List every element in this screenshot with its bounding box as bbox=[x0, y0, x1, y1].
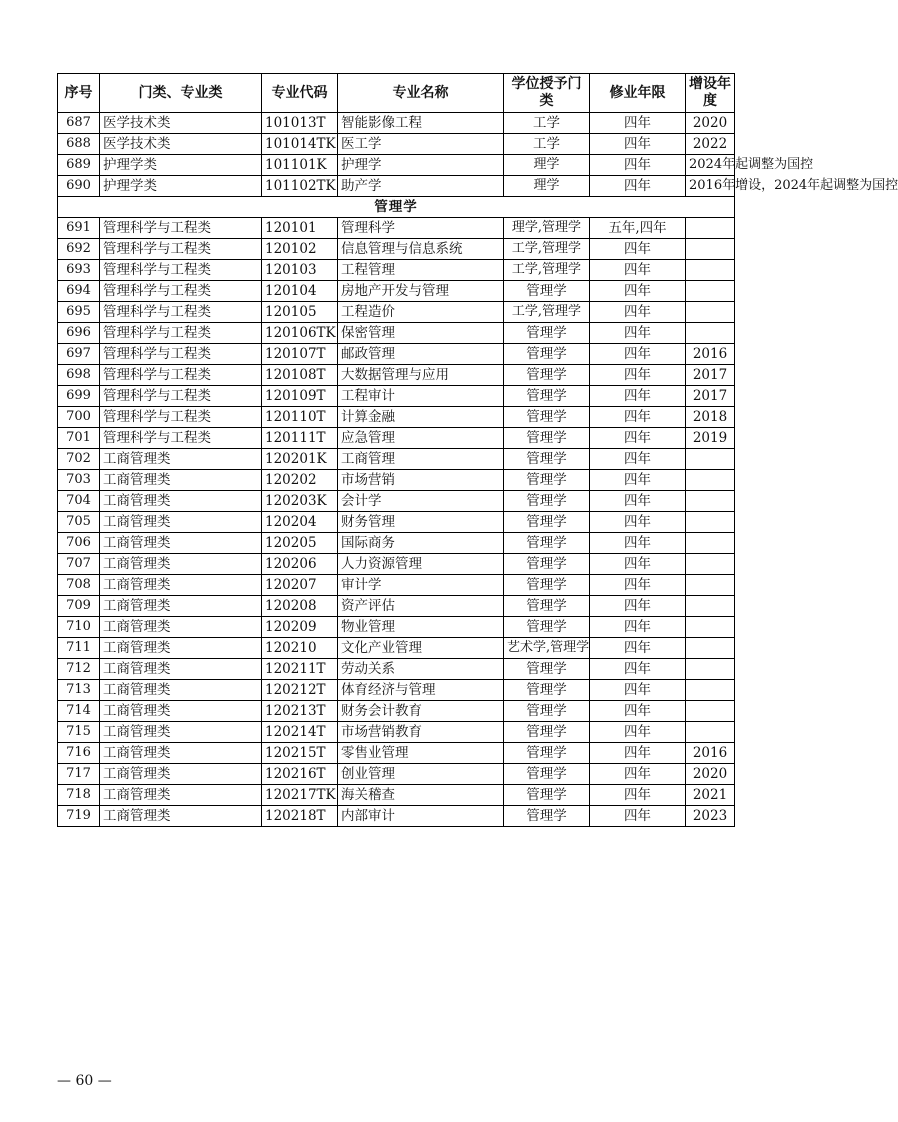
cell-major-name: 管理科学 bbox=[338, 218, 504, 239]
cell-year-added: 2020 bbox=[686, 764, 735, 785]
header-index: 序号 bbox=[58, 74, 100, 113]
cell-category: 工商管理类 bbox=[100, 449, 262, 470]
cell-degree: 管理学 bbox=[504, 785, 590, 806]
cell-category: 工商管理类 bbox=[100, 638, 262, 659]
cell-code: 101014TK bbox=[262, 134, 338, 155]
cell-duration: 四年 bbox=[590, 365, 686, 386]
header-duration: 修业年限 bbox=[590, 74, 686, 113]
cell-degree: 工学,管理学 bbox=[504, 239, 590, 260]
cell-degree: 管理学 bbox=[504, 491, 590, 512]
cell-category: 管理科学与工程类 bbox=[100, 407, 262, 428]
cell-major-name: 计算金融 bbox=[338, 407, 504, 428]
cell-category: 管理科学与工程类 bbox=[100, 428, 262, 449]
cell-degree: 管理学 bbox=[504, 512, 590, 533]
cell-category: 工商管理类 bbox=[100, 596, 262, 617]
cell-code: 120109T bbox=[262, 386, 338, 407]
cell-year-added bbox=[686, 701, 735, 722]
majors-table bbox=[57, 73, 898, 827]
cell-category: 工商管理类 bbox=[100, 470, 262, 491]
cell-duration: 四年 bbox=[590, 470, 686, 491]
cell-index: 689 bbox=[58, 155, 100, 176]
cell-duration: 四年 bbox=[590, 113, 686, 134]
cell-code: 120208 bbox=[262, 596, 338, 617]
cell-code: 120106TK bbox=[262, 323, 338, 344]
cell-index: 717 bbox=[58, 764, 100, 785]
cell-year-added: 2017 bbox=[686, 386, 735, 407]
cell-category: 工商管理类 bbox=[100, 554, 262, 575]
cell-year-added: 2018 bbox=[686, 407, 735, 428]
cell-major-name: 会计学 bbox=[338, 491, 504, 512]
cell-code: 120103 bbox=[262, 260, 338, 281]
cell-code: 120108T bbox=[262, 365, 338, 386]
cell-index: 707 bbox=[58, 554, 100, 575]
cell-major-name: 劳动关系 bbox=[338, 659, 504, 680]
table-row bbox=[58, 134, 735, 155]
cell-index: 705 bbox=[58, 512, 100, 533]
table-row bbox=[58, 428, 735, 449]
cell-year-added bbox=[686, 596, 735, 617]
table-row bbox=[58, 512, 735, 533]
cell-degree: 工学,管理学 bbox=[504, 302, 590, 323]
table-row bbox=[58, 407, 735, 428]
cell-degree: 管理学 bbox=[504, 575, 590, 596]
cell-major-name: 创业管理 bbox=[338, 764, 504, 785]
table-row bbox=[58, 701, 735, 722]
cell-index: 702 bbox=[58, 449, 100, 470]
cell-code: 120102 bbox=[262, 239, 338, 260]
cell-degree: 管理学 bbox=[504, 722, 590, 743]
cell-index: 688 bbox=[58, 134, 100, 155]
cell-category: 工商管理类 bbox=[100, 680, 262, 701]
cell-category: 工商管理类 bbox=[100, 617, 262, 638]
cell-code: 120212T bbox=[262, 680, 338, 701]
cell-code: 120105 bbox=[262, 302, 338, 323]
cell-duration: 四年 bbox=[590, 638, 686, 659]
cell-code: 120107T bbox=[262, 344, 338, 365]
cell-duration: 四年 bbox=[590, 134, 686, 155]
cell-year-added: 2021 bbox=[686, 785, 735, 806]
table-row bbox=[58, 554, 735, 575]
cell-duration: 四年 bbox=[590, 344, 686, 365]
cell-index: 695 bbox=[58, 302, 100, 323]
header-major-name: 专业名称 bbox=[338, 74, 504, 113]
cell-major-name: 人力资源管理 bbox=[338, 554, 504, 575]
cell-degree: 管理学 bbox=[504, 743, 590, 764]
cell-category: 管理科学与工程类 bbox=[100, 386, 262, 407]
table-row bbox=[58, 302, 735, 323]
cell-year-added bbox=[686, 575, 735, 596]
page-number: — 60 — bbox=[57, 1073, 112, 1089]
cell-degree: 管理学 bbox=[504, 701, 590, 722]
cell-year-added: 2016年增设，2024年起调整为国控 bbox=[686, 176, 735, 197]
table-body bbox=[58, 113, 898, 827]
cell-index: 712 bbox=[58, 659, 100, 680]
cell-code: 120206 bbox=[262, 554, 338, 575]
cell-major-name: 工程造价 bbox=[338, 302, 504, 323]
cell-degree: 管理学 bbox=[504, 323, 590, 344]
cell-year-added bbox=[686, 638, 735, 659]
cell-degree: 理学 bbox=[504, 155, 590, 176]
cell-category: 护理学类 bbox=[100, 176, 262, 197]
cell-code: 120111T bbox=[262, 428, 338, 449]
cell-category: 医学技术类 bbox=[100, 134, 262, 155]
cell-category: 工商管理类 bbox=[100, 764, 262, 785]
header-degree: 学位授予门类 bbox=[504, 74, 590, 113]
header-code: 专业代码 bbox=[262, 74, 338, 113]
cell-index: 710 bbox=[58, 617, 100, 638]
cell-duration: 四年 bbox=[590, 302, 686, 323]
cell-category: 工商管理类 bbox=[100, 512, 262, 533]
cell-category: 管理科学与工程类 bbox=[100, 323, 262, 344]
table-row bbox=[58, 659, 735, 680]
cell-category: 工商管理类 bbox=[100, 659, 262, 680]
table-row bbox=[58, 533, 735, 554]
table-row bbox=[58, 806, 735, 827]
table-row bbox=[58, 386, 735, 407]
cell-year-added bbox=[686, 512, 735, 533]
table-row bbox=[58, 281, 735, 302]
cell-degree: 工学 bbox=[504, 134, 590, 155]
cell-duration: 四年 bbox=[590, 281, 686, 302]
cell-code: 120209 bbox=[262, 617, 338, 638]
cell-year-added bbox=[686, 680, 735, 701]
table-row bbox=[58, 743, 735, 764]
cell-code: 120110T bbox=[262, 407, 338, 428]
cell-index: 696 bbox=[58, 323, 100, 344]
cell-category: 管理科学与工程类 bbox=[100, 365, 262, 386]
table-row bbox=[58, 344, 735, 365]
cell-year-added bbox=[686, 533, 735, 554]
cell-category: 护理学类 bbox=[100, 155, 262, 176]
cell-major-name: 体育经济与管理 bbox=[338, 680, 504, 701]
cell-category: 管理科学与工程类 bbox=[100, 344, 262, 365]
cell-degree: 管理学 bbox=[504, 659, 590, 680]
cell-duration: 四年 bbox=[590, 554, 686, 575]
cell-category: 工商管理类 bbox=[100, 533, 262, 554]
cell-degree: 管理学 bbox=[504, 428, 590, 449]
cell-duration: 四年 bbox=[590, 743, 686, 764]
table-row bbox=[58, 764, 735, 785]
cell-category: 工商管理类 bbox=[100, 575, 262, 596]
cell-degree: 管理学 bbox=[504, 596, 590, 617]
table-row bbox=[58, 680, 735, 701]
cell-duration: 四年 bbox=[590, 239, 686, 260]
cell-category: 医学技术类 bbox=[100, 113, 262, 134]
table-row bbox=[58, 155, 735, 176]
cell-code: 120205 bbox=[262, 533, 338, 554]
cell-duration: 四年 bbox=[590, 617, 686, 638]
cell-year-added bbox=[686, 260, 735, 281]
cell-code: 120214T bbox=[262, 722, 338, 743]
cell-degree: 管理学 bbox=[504, 533, 590, 554]
cell-category: 工商管理类 bbox=[100, 785, 262, 806]
table-row bbox=[58, 323, 735, 344]
cell-index: 711 bbox=[58, 638, 100, 659]
cell-duration: 四年 bbox=[590, 407, 686, 428]
cell-year-added bbox=[686, 470, 735, 491]
cell-year-added bbox=[686, 218, 735, 239]
cell-year-added bbox=[686, 491, 735, 512]
cell-index: 716 bbox=[58, 743, 100, 764]
cell-major-name: 大数据管理与应用 bbox=[338, 365, 504, 386]
cell-year-added: 2020 bbox=[686, 113, 735, 134]
cell-code: 120211T bbox=[262, 659, 338, 680]
cell-major-name: 应急管理 bbox=[338, 428, 504, 449]
cell-major-name: 邮政管理 bbox=[338, 344, 504, 365]
table-row bbox=[58, 449, 735, 470]
cell-year-added bbox=[686, 449, 735, 470]
cell-duration: 四年 bbox=[590, 176, 686, 197]
cell-major-name: 工商管理 bbox=[338, 449, 504, 470]
table-row bbox=[58, 617, 735, 638]
cell-degree: 管理学 bbox=[504, 764, 590, 785]
cell-code: 120104 bbox=[262, 281, 338, 302]
cell-code: 101013T bbox=[262, 113, 338, 134]
cell-category: 管理科学与工程类 bbox=[100, 218, 262, 239]
cell-code: 120204 bbox=[262, 512, 338, 533]
cell-degree: 管理学 bbox=[504, 470, 590, 491]
cell-major-name: 审计学 bbox=[338, 575, 504, 596]
cell-index: 693 bbox=[58, 260, 100, 281]
table-row bbox=[58, 239, 735, 260]
table-row bbox=[58, 218, 735, 239]
cell-code: 120207 bbox=[262, 575, 338, 596]
cell-index: 708 bbox=[58, 575, 100, 596]
cell-degree: 管理学 bbox=[504, 281, 590, 302]
cell-major-name: 内部审计 bbox=[338, 806, 504, 827]
cell-duration: 四年 bbox=[590, 449, 686, 470]
cell-duration: 四年 bbox=[590, 512, 686, 533]
cell-duration: 四年 bbox=[590, 701, 686, 722]
cell-degree: 管理学 bbox=[504, 344, 590, 365]
cell-index: 692 bbox=[58, 239, 100, 260]
cell-degree: 管理学 bbox=[504, 449, 590, 470]
cell-major-name: 保密管理 bbox=[338, 323, 504, 344]
table-row bbox=[58, 638, 735, 659]
cell-code: 101101K bbox=[262, 155, 338, 176]
cell-code: 120210 bbox=[262, 638, 338, 659]
cell-index: 719 bbox=[58, 806, 100, 827]
cell-year-added: 2022 bbox=[686, 134, 735, 155]
table-row bbox=[58, 575, 735, 596]
cell-index: 701 bbox=[58, 428, 100, 449]
cell-duration: 四年 bbox=[590, 722, 686, 743]
header-row bbox=[58, 74, 735, 113]
cell-major-name: 护理学 bbox=[338, 155, 504, 176]
cell-category: 工商管理类 bbox=[100, 806, 262, 827]
cell-index: 713 bbox=[58, 680, 100, 701]
table-row bbox=[58, 491, 735, 512]
cell-category: 工商管理类 bbox=[100, 722, 262, 743]
cell-category: 管理科学与工程类 bbox=[100, 302, 262, 323]
cell-major-name: 海关稽查 bbox=[338, 785, 504, 806]
cell-major-name: 工程管理 bbox=[338, 260, 504, 281]
cell-year-added bbox=[686, 617, 735, 638]
cell-degree: 管理学 bbox=[504, 365, 590, 386]
cell-year-added: 2023 bbox=[686, 806, 735, 827]
cell-major-name: 国际商务 bbox=[338, 533, 504, 554]
cell-year-added bbox=[686, 239, 735, 260]
cell-degree: 管理学 bbox=[504, 407, 590, 428]
table-row bbox=[58, 176, 735, 197]
cell-year-added: 2024年起调整为国控 bbox=[686, 155, 735, 176]
cell-index: 706 bbox=[58, 533, 100, 554]
cell-degree: 管理学 bbox=[504, 554, 590, 575]
cell-category: 管理科学与工程类 bbox=[100, 239, 262, 260]
cell-major-name: 物业管理 bbox=[338, 617, 504, 638]
cell-degree: 理学 bbox=[504, 176, 590, 197]
cell-major-name: 信息管理与信息系统 bbox=[338, 239, 504, 260]
table-row bbox=[58, 722, 735, 743]
cell-degree: 管理学 bbox=[504, 386, 590, 407]
cell-year-added bbox=[686, 323, 735, 344]
cell-year-added bbox=[686, 554, 735, 575]
cell-degree: 艺术学,管理学 bbox=[504, 638, 590, 659]
cell-degree: 工学 bbox=[504, 113, 590, 134]
cell-code: 120217TK bbox=[262, 785, 338, 806]
cell-duration: 四年 bbox=[590, 260, 686, 281]
cell-duration: 四年 bbox=[590, 428, 686, 449]
table-row bbox=[58, 785, 735, 806]
cell-year-added bbox=[686, 722, 735, 743]
cell-major-name: 资产评估 bbox=[338, 596, 504, 617]
cell-index: 698 bbox=[58, 365, 100, 386]
cell-major-name: 智能影像工程 bbox=[338, 113, 504, 134]
cell-code: 120216T bbox=[262, 764, 338, 785]
cell-degree: 理学,管理学 bbox=[504, 218, 590, 239]
cell-code: 120213T bbox=[262, 701, 338, 722]
cell-code: 120101 bbox=[262, 218, 338, 239]
cell-category: 工商管理类 bbox=[100, 743, 262, 764]
cell-code: 120202 bbox=[262, 470, 338, 491]
cell-major-name: 财务会计教育 bbox=[338, 701, 504, 722]
cell-duration: 四年 bbox=[590, 533, 686, 554]
section-row bbox=[58, 197, 735, 218]
cell-category: 管理科学与工程类 bbox=[100, 260, 262, 281]
cell-major-name: 市场营销 bbox=[338, 470, 504, 491]
cell-major-name: 零售业管理 bbox=[338, 743, 504, 764]
cell-index: 697 bbox=[58, 344, 100, 365]
cell-major-name: 市场营销教育 bbox=[338, 722, 504, 743]
table-row bbox=[58, 260, 735, 281]
cell-duration: 四年 bbox=[590, 764, 686, 785]
cell-major-name: 医工学 bbox=[338, 134, 504, 155]
cell-duration: 四年 bbox=[590, 596, 686, 617]
cell-degree: 管理学 bbox=[504, 806, 590, 827]
section-title: 管理学 bbox=[58, 197, 735, 218]
cell-duration: 四年 bbox=[590, 491, 686, 512]
cell-index: 703 bbox=[58, 470, 100, 491]
cell-major-name: 房地产开发与管理 bbox=[338, 281, 504, 302]
cell-duration: 四年 bbox=[590, 323, 686, 344]
cell-year-added: 2016 bbox=[686, 743, 735, 764]
cell-index: 690 bbox=[58, 176, 100, 197]
cell-degree: 管理学 bbox=[504, 617, 590, 638]
cell-duration: 四年 bbox=[590, 386, 686, 407]
cell-index: 709 bbox=[58, 596, 100, 617]
cell-index: 715 bbox=[58, 722, 100, 743]
cell-index: 704 bbox=[58, 491, 100, 512]
cell-index: 691 bbox=[58, 218, 100, 239]
cell-major-name: 文化产业管理 bbox=[338, 638, 504, 659]
header-category: 门类、专业类 bbox=[100, 74, 262, 113]
cell-year-added: 2017 bbox=[686, 365, 735, 386]
cell-index: 694 bbox=[58, 281, 100, 302]
cell-category: 工商管理类 bbox=[100, 701, 262, 722]
cell-index: 714 bbox=[58, 701, 100, 722]
cell-major-name: 财务管理 bbox=[338, 512, 504, 533]
cell-code: 120218T bbox=[262, 806, 338, 827]
table-row bbox=[58, 365, 735, 386]
cell-major-name: 助产学 bbox=[338, 176, 504, 197]
cell-index: 687 bbox=[58, 113, 100, 134]
cell-degree: 工学,管理学 bbox=[504, 260, 590, 281]
cell-code: 120201K bbox=[262, 449, 338, 470]
cell-year-added bbox=[686, 281, 735, 302]
cell-code: 101102TK bbox=[262, 176, 338, 197]
table-row bbox=[58, 596, 735, 617]
cell-index: 700 bbox=[58, 407, 100, 428]
cell-duration: 四年 bbox=[590, 155, 686, 176]
cell-duration: 四年 bbox=[590, 806, 686, 827]
cell-category: 管理科学与工程类 bbox=[100, 281, 262, 302]
cell-duration: 五年,四年 bbox=[590, 218, 686, 239]
cell-year-added bbox=[686, 659, 735, 680]
cell-major-name: 工程审计 bbox=[338, 386, 504, 407]
table-row bbox=[58, 470, 735, 491]
cell-index: 718 bbox=[58, 785, 100, 806]
cell-year-added: 2016 bbox=[686, 344, 735, 365]
cell-category: 工商管理类 bbox=[100, 491, 262, 512]
cell-year-added: 2019 bbox=[686, 428, 735, 449]
cell-duration: 四年 bbox=[590, 659, 686, 680]
cell-degree: 管理学 bbox=[504, 680, 590, 701]
cell-code: 120215T bbox=[262, 743, 338, 764]
cell-year-added bbox=[686, 302, 735, 323]
table-row bbox=[58, 113, 735, 134]
header-year-added: 增设年度 bbox=[686, 74, 735, 113]
cell-duration: 四年 bbox=[590, 575, 686, 596]
cell-duration: 四年 bbox=[590, 785, 686, 806]
cell-code: 120203K bbox=[262, 491, 338, 512]
cell-index: 699 bbox=[58, 386, 100, 407]
cell-duration: 四年 bbox=[590, 680, 686, 701]
